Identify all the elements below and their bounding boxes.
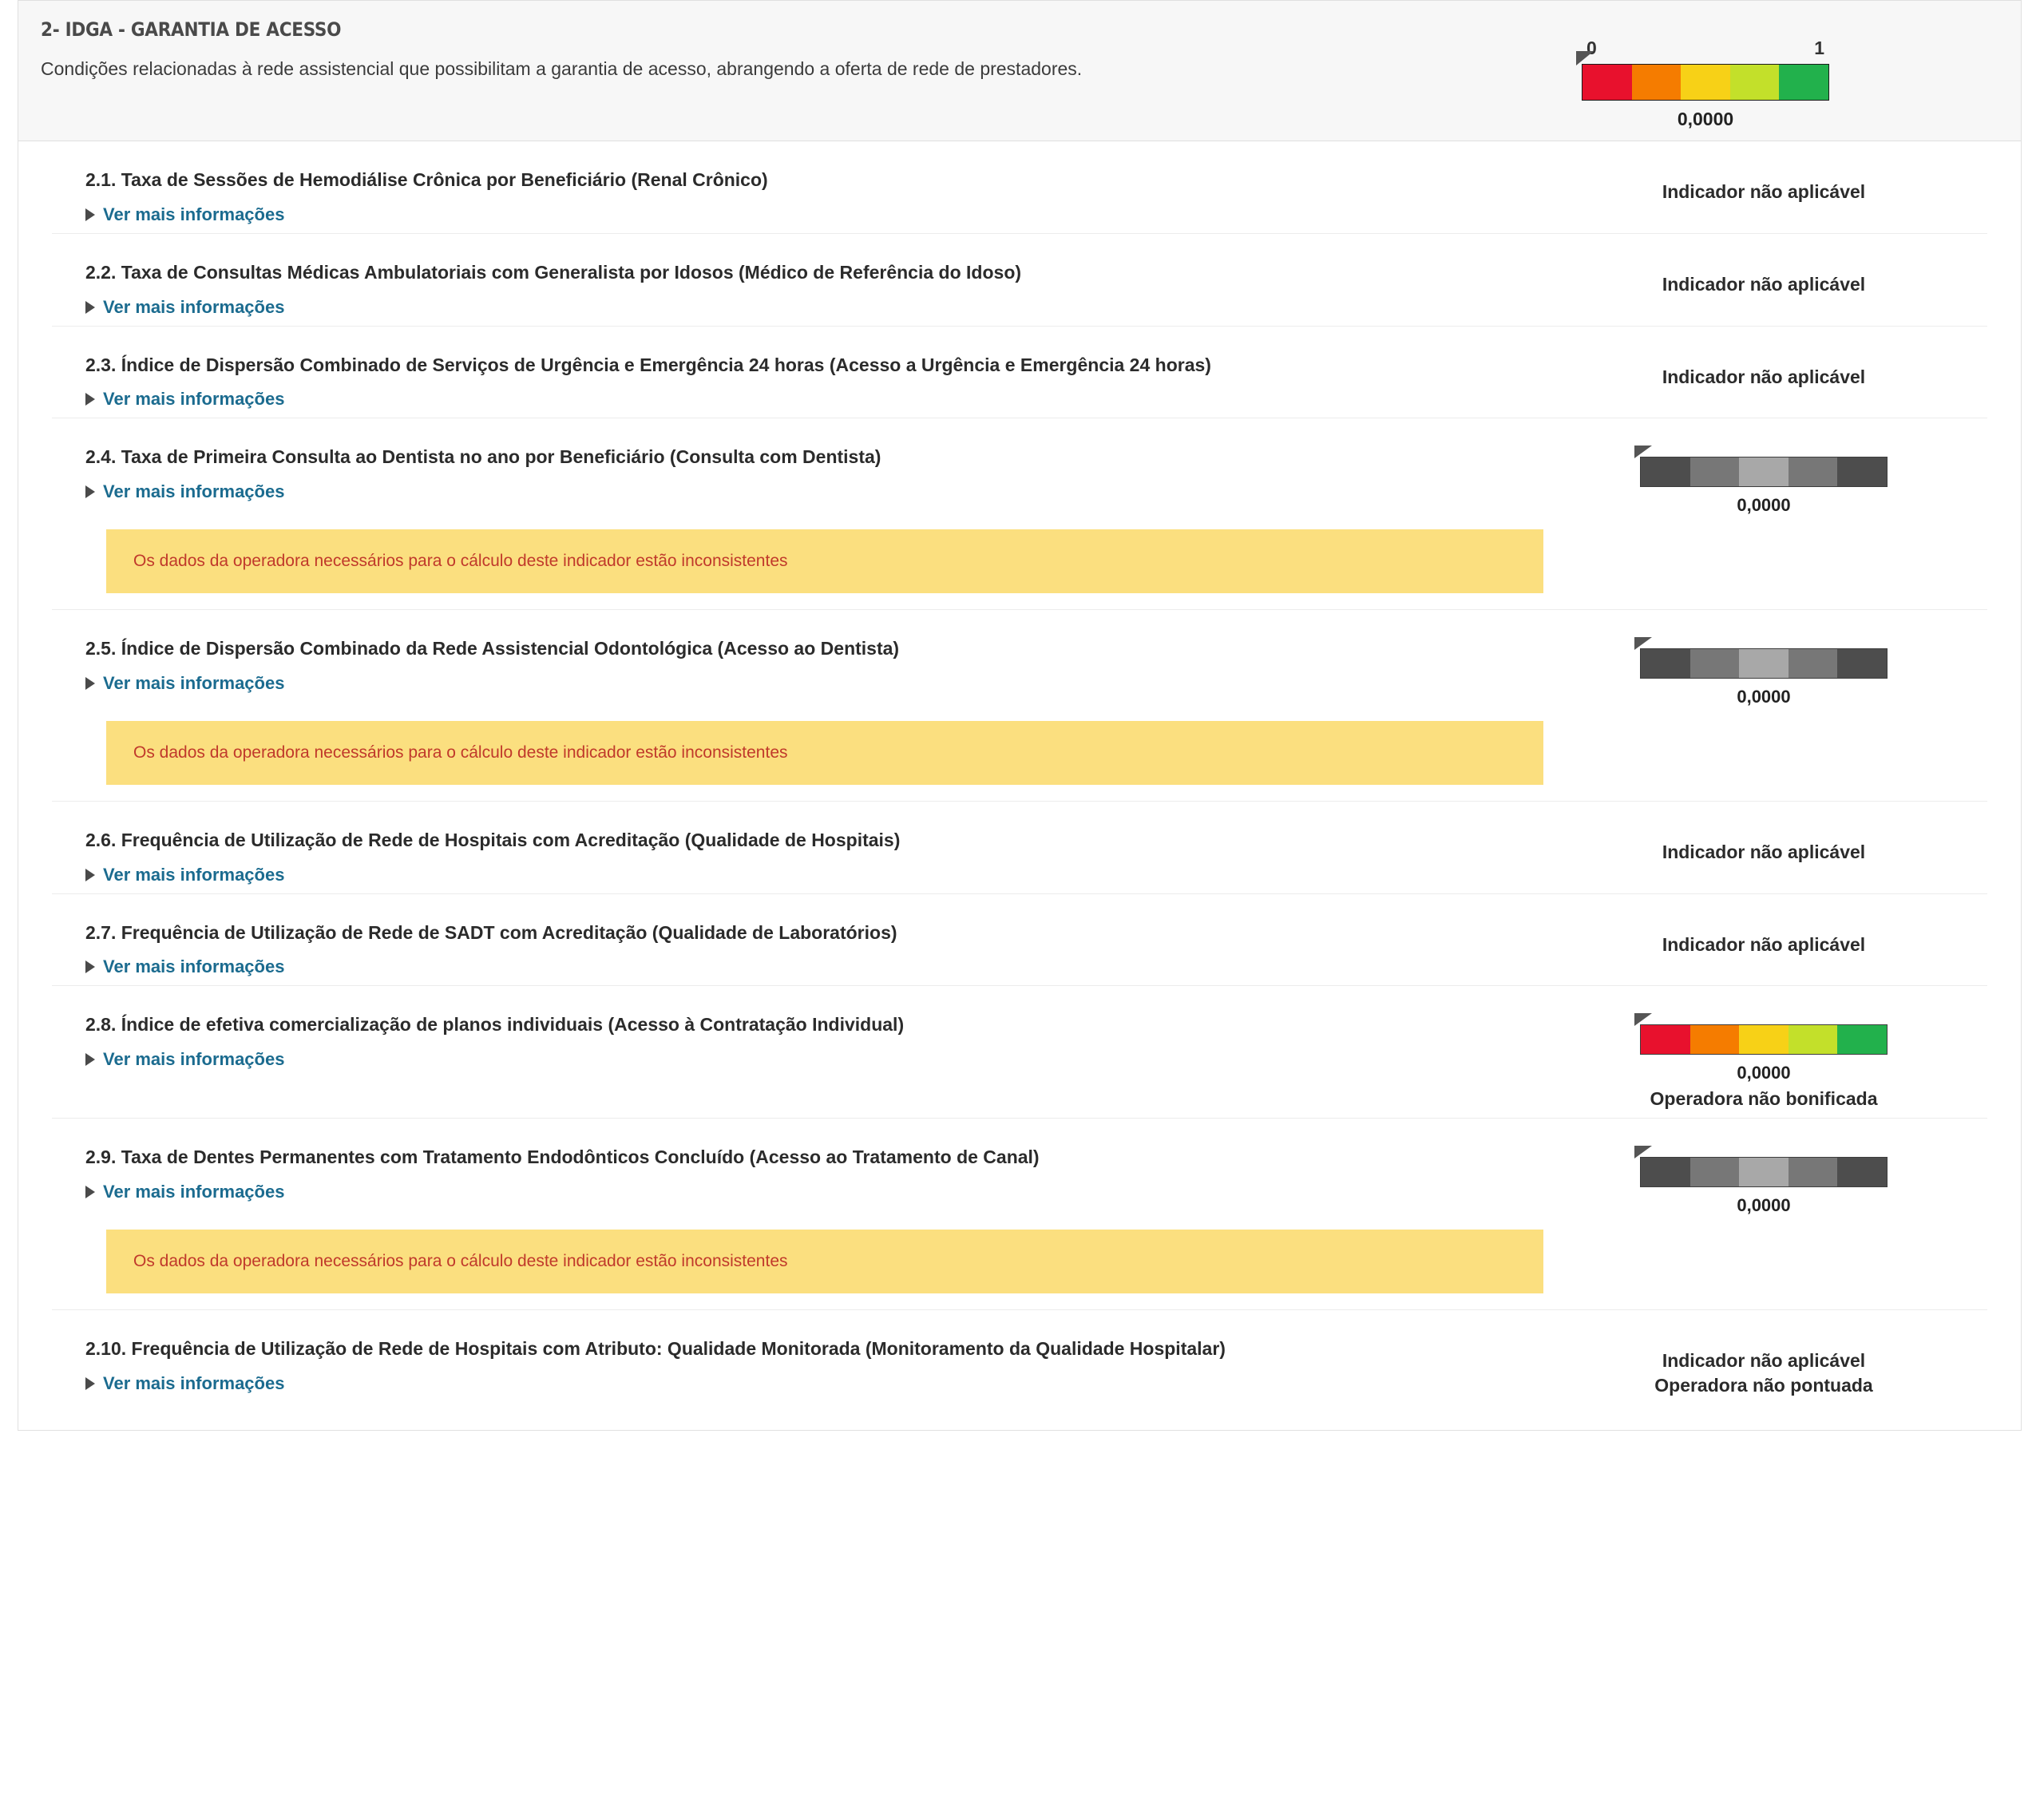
gauge-pointer-icon [1634, 637, 1652, 650]
indicator-row [52, 985, 1987, 1118]
indicator-gauge-value: 0,0000 [1737, 1063, 1791, 1083]
chevron-right-icon [85, 393, 95, 406]
gauge-segment-red [1583, 65, 1632, 100]
gauge-segment-yellow [1739, 1025, 1788, 1054]
inconsistent-data-warning: Os dados da operadora necessários para o cálculo deste indicador estão inconsistentes [106, 1230, 1543, 1293]
indicator-status-text: Indicador não aplicável [1662, 933, 1866, 955]
gauge-segment-orange [1632, 65, 1682, 100]
indicator-title: 2.6. Frequência de Utilização de Rede de Hospitais com Acreditação (Qualidade de Hospitais) [85, 829, 901, 850]
ver-mais-label: Ver mais informações [103, 296, 285, 317]
gauge-segment-5 [1837, 649, 1887, 678]
section-header [18, 0, 2022, 141]
indicator-title: 2.8. Índice de efetiva comercialização de planos individuais (Acesso à Contratação Individual) [85, 1014, 905, 1036]
indicator-row [52, 1309, 1987, 1406]
indicator-list [18, 141, 2022, 1431]
gauge-segment-4 [1788, 1158, 1838, 1186]
indicator-result [1540, 261, 1987, 297]
gauge-segment-lightgreen [1730, 65, 1780, 100]
ver-mais-informacoes-link[interactable] [85, 204, 1540, 225]
indicator-result [1540, 446, 1987, 516]
indicator-info [52, 446, 1540, 601]
gauge-bar [1582, 64, 1829, 101]
inconsistent-data-warning: Os dados da operadora necessários para o cálculo deste indicador estão inconsistentes [106, 529, 1543, 593]
ver-mais-label: Ver mais informações [103, 864, 285, 885]
indicator-title: 2.5. Índice de Dispersão Combinado da Rede Assistencial Odontológica (Acesso ao Dentista) [85, 638, 900, 659]
gauge-min-label: 0 [1586, 38, 1597, 58]
ver-mais-informacoes-link[interactable] [85, 481, 1540, 502]
indicator-gauge-bar [1640, 1157, 1888, 1187]
gauge-pointer-icon [1634, 446, 1652, 458]
indicator-result [1540, 637, 1987, 707]
gauge-segment-5 [1837, 1158, 1887, 1186]
ver-mais-label: Ver mais informações [103, 672, 285, 693]
chevron-right-icon [85, 301, 95, 314]
gauge-pointer-icon [1576, 51, 1594, 65]
indicator-info [52, 261, 1540, 318]
indicator-title: 2.10. Frequência de Utilização de Rede de Hospitais com Atributo: Qualidade Monitorada (Monitoramento da Qualidade Hospitalar) [85, 1338, 1226, 1359]
ver-mais-informacoes-link[interactable] [85, 673, 1540, 694]
indicator-info [52, 1146, 1540, 1301]
indicator-result [1540, 354, 1987, 390]
indicator-status-text: Indicador não aplicável [1662, 841, 1866, 862]
gauge-segment-red [1641, 1025, 1690, 1054]
gauge-scale-labels [1582, 38, 1829, 64]
indicator-title: 2.2. Taxa de Consultas Médicas Ambulatoriais com Generalista por Idosos (Médico de Referência do Idoso) [85, 261, 1022, 283]
indicator-info [52, 354, 1540, 410]
indicator-status-text: Indicador não aplicável [1662, 1350, 1866, 1371]
gauge-max-label: 1 [1814, 38, 1824, 58]
ver-mais-label: Ver mais informações [103, 481, 285, 501]
gauge-segment-5 [1837, 457, 1887, 486]
gauge-value: 0,0000 [1677, 109, 1734, 129]
gauge-segment-3 [1739, 649, 1788, 678]
indicator-title: 2.4. Taxa de Primeira Consulta ao Dentista no ano por Beneficiário (Consulta com Dentista) [85, 446, 881, 468]
indicator-row [52, 326, 1987, 418]
gauge-segment-2 [1690, 457, 1740, 486]
indicator-row [52, 233, 1987, 326]
indicator-info [52, 637, 1540, 793]
indicator-row [52, 141, 1987, 233]
ver-mais-informacoes-link[interactable] [85, 865, 1540, 885]
indicator-title: 2.9. Taxa de Dentes Permanentes com Tratamento Endodônticos Concluído (Acesso ao Tratamento de Canal) [85, 1147, 1040, 1168]
indicator-info [52, 1013, 1540, 1070]
indicator-gauge-bar [1640, 1024, 1888, 1055]
indicator-info [52, 829, 1540, 885]
indicator-result [1540, 1146, 1987, 1216]
indicator-gauge [1640, 648, 1888, 707]
indicator-result [1540, 1337, 1987, 1398]
indicator-info [52, 921, 1540, 978]
section-description: Condições relacionadas à rede assistencial que possibilitam a garantia de acesso, abrangendo a oferta de rede de prestadores. [41, 58, 1083, 79]
ver-mais-label: Ver mais informações [103, 956, 285, 977]
gauge-segment-1 [1641, 457, 1690, 486]
indicator-row [52, 1118, 1987, 1309]
ver-mais-informacoes-link[interactable] [85, 1049, 1540, 1070]
indicator-info [52, 168, 1540, 225]
indicator-gauge [1640, 1024, 1888, 1110]
ver-mais-informacoes-link[interactable] [85, 1373, 1540, 1394]
ver-mais-label: Ver mais informações [103, 389, 285, 410]
indicator-gauge [1640, 1157, 1888, 1216]
ver-mais-informacoes-link[interactable] [85, 1182, 1540, 1202]
indicator-info [52, 1337, 1540, 1394]
indicator-gauge [1640, 457, 1888, 516]
gauge-segment-orange [1690, 1025, 1740, 1054]
indicator-gauge-value: 0,0000 [1737, 687, 1791, 707]
ver-mais-informacoes-link[interactable] [85, 297, 1540, 318]
gauge-segment-yellow [1681, 65, 1730, 100]
chevron-right-icon [85, 208, 95, 221]
gauge-segment-green [1779, 65, 1828, 100]
chevron-right-icon [85, 485, 95, 498]
indicator-row [52, 801, 1987, 893]
indicator-gauge-bar [1640, 648, 1888, 679]
inconsistent-data-warning: Os dados da operadora necessários para o cálculo deste indicador estão inconsistentes [106, 721, 1543, 785]
gauge-segment-green [1837, 1025, 1887, 1054]
chevron-right-icon [85, 1377, 95, 1390]
page-title: 2- IDGA - GARANTIA DE ACESSO [41, 18, 342, 41]
ver-mais-informacoes-link[interactable] [85, 956, 1540, 977]
gauge-segment-3 [1739, 1158, 1788, 1186]
indicator-status-note: Operadora não pontuada [1654, 1375, 1873, 1396]
ver-mais-label: Ver mais informações [103, 1182, 285, 1202]
indicator-title: 2.3. Índice de Dispersão Combinado de Serviços de Urgência e Emergência 24 horas (Acesso a Urgência e Emergência 24 horas) [85, 354, 1211, 375]
indicator-result [1540, 1013, 1987, 1110]
section-score-gauge [1582, 38, 1829, 130]
indicator-result [1540, 168, 1987, 204]
chevron-right-icon [85, 677, 95, 690]
ver-mais-label: Ver mais informações [103, 1049, 285, 1069]
indicator-title: 2.7. Frequência de Utilização de Rede de SADT com Acreditação (Qualidade de Laboratórios) [85, 921, 897, 943]
indicator-gauge-value: 0,0000 [1737, 1195, 1791, 1216]
ver-mais-label: Ver mais informações [103, 204, 285, 224]
indicator-status-text: Indicador não aplicável [1662, 273, 1866, 295]
gauge-segment-3 [1739, 457, 1788, 486]
chevron-right-icon [85, 1053, 95, 1066]
indicator-gauge-bar [1640, 457, 1888, 487]
indicator-row [52, 418, 1987, 609]
chevron-right-icon [85, 869, 95, 881]
gauge-segment-1 [1641, 649, 1690, 678]
indicator-status-text: Indicador não aplicável [1662, 366, 1866, 387]
indicator-row [52, 893, 1987, 986]
ver-mais-informacoes-link[interactable] [85, 389, 1540, 410]
indicator-status-text: Indicador não aplicável [1662, 181, 1866, 202]
indicator-result [1540, 829, 1987, 865]
gauge-segment-2 [1690, 1158, 1740, 1186]
indicator-gauge-value: 0,0000 [1737, 495, 1791, 516]
gauge-segment-2 [1690, 649, 1740, 678]
gauge-segment-4 [1788, 649, 1838, 678]
chevron-right-icon [85, 1186, 95, 1198]
indicator-title: 2.1. Taxa de Sessões de Hemodiálise Crônica por Beneficiário (Renal Crônico) [85, 169, 768, 190]
gauge-segment-1 [1641, 1158, 1690, 1186]
gauge-pointer-icon [1634, 1146, 1652, 1158]
gauge-segment-4 [1788, 457, 1838, 486]
indicator-row [52, 609, 1987, 801]
chevron-right-icon [85, 960, 95, 973]
indicator-result [1540, 921, 1987, 957]
gauge-segment-lightgreen [1788, 1025, 1838, 1054]
gauge-pointer-icon [1634, 1013, 1652, 1026]
ver-mais-label: Ver mais informações [103, 1372, 285, 1393]
indicator-gauge-note: Operadora não bonificada [1650, 1088, 1878, 1110]
